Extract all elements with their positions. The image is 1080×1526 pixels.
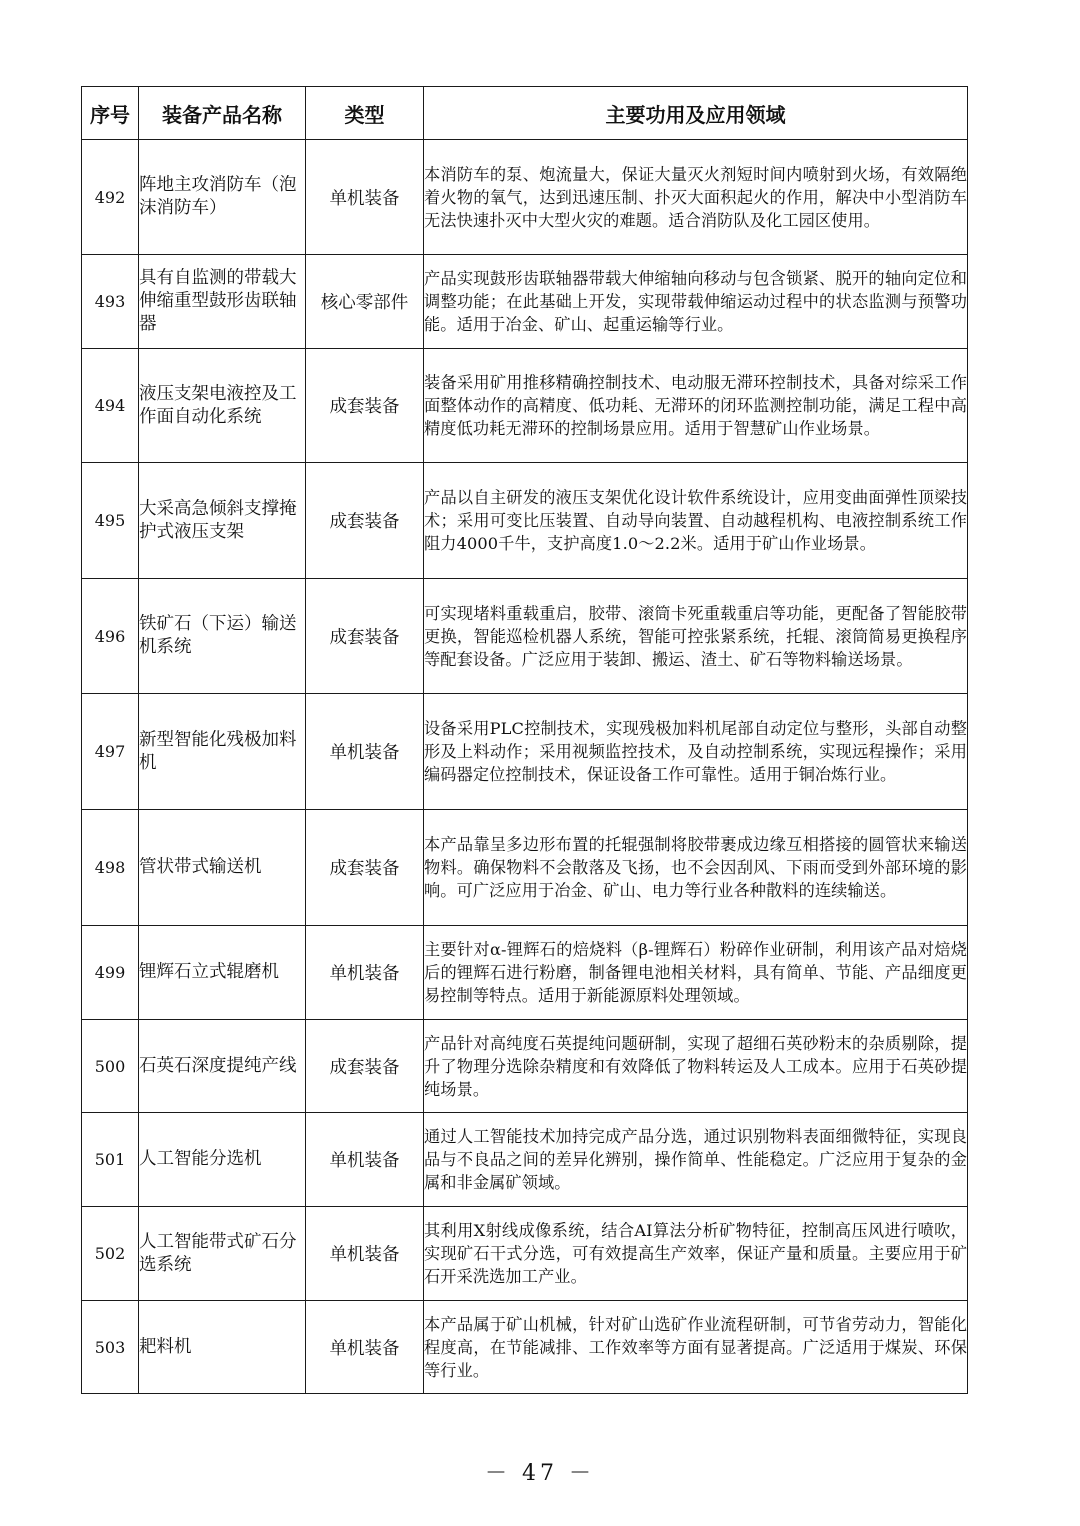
header-no: 序号 [82,87,139,140]
row-number: 496 [82,579,139,694]
header-type: 类型 [306,87,424,140]
product-name: 液压支架电液控及工作面自动化系统 [139,349,306,463]
product-description: 可实现堵料重载重启，胶带、滚筒卡死重载重启等功能，更配备了智能胶带更换，智能巡检机器人系统，智能可控张紧系统，托辊、滚筒简易更换程序等配套设备。广泛应用于装卸、搬运、渣土、矿石等物料输送场景。 [424,579,968,694]
header-row [82,87,968,140]
product-description: 产品针对高纯度石英提纯问题研制，实现了超细石英砂粉末的杂质剔除，提升了物理分选除杂精度和有效降低了物料转运及人工成本。应用于石英砂提纯场景。 [424,1020,968,1113]
product-description: 本消防车的泵、炮流量大，保证大量灭火剂短时间内喷射到火场，有效隔绝着火物的氧气，达到迅速压制、扑灭大面积起火的作用，解决中小型消防车无法快速扑灭中大型火灾的难题。适合消防队及化工园区使用。 [424,140,968,255]
product-description: 主要针对α-锂辉石的焙烧料（β-锂辉石）粉碎作业研制，利用该产品对焙烧后的锂辉石进行粉磨，制备锂电池相关材料，具有简单、节能、产品细度更易控制等特点。适用于新能源原料处理领域。 [424,926,968,1020]
row-number: 499 [82,926,139,1020]
product-name: 锂辉石立式辊磨机 [139,926,306,1020]
row-number: 500 [82,1020,139,1113]
table-row [82,255,968,349]
product-description: 产品以自主研发的液压支架优化设计软件系统设计，应用变曲面弹性顶梁技术；采用可变比压装置、自动导向装置、自动越程机构、电液控制系统工作阻力4000千牛，支护高度1.0～2.2米。适用于矿山作业场景。 [424,463,968,579]
table-row [82,694,968,810]
product-name: 人工智能带式矿石分选系统 [139,1207,306,1301]
row-number: 495 [82,463,139,579]
page-number: － 47 － [485,1461,595,1486]
product-name: 铁矿石（下运）输送机系统 [139,579,306,694]
product-name: 人工智能分选机 [139,1113,306,1207]
row-number: 494 [82,349,139,463]
product-type: 单机装备 [306,1113,424,1207]
product-name: 具有自监测的带载大伸缩重型鼓形齿联轴器 [139,255,306,349]
row-number: 497 [82,694,139,810]
product-type: 单机装备 [306,694,424,810]
table-row [82,926,968,1020]
table-row [82,810,968,926]
product-type: 成套装备 [306,349,424,463]
product-description: 设备采用PLC控制技术，实现残极加料机尾部自动定位与整形，头部自动整形及上料动作；采用视频监控技术，及自动控制系统，实现远程操作；采用编码器定位控制技术，保证设备工作可靠性。适用于铜冶炼行业。 [424,694,968,810]
header-desc: 主要功用及应用领域 [424,87,968,140]
product-type: 成套装备 [306,463,424,579]
row-number: 493 [82,255,139,349]
product-type: 成套装备 [306,810,424,926]
product-type: 单机装备 [306,1207,424,1301]
table-row [82,349,968,463]
product-name: 石英石深度提纯产线 [139,1020,306,1113]
table-row [82,1301,968,1394]
product-name: 管状带式输送机 [139,810,306,926]
product-description: 本产品属于矿山机械，针对矿山选矿作业流程研制，可节省劳动力，智能化程度高，在节能减排、工作效率等方面有显著提高。广泛适用于煤炭、环保等行业。 [424,1301,968,1394]
header-name: 装备产品名称 [139,87,306,140]
product-type: 成套装备 [306,1020,424,1113]
table-row [82,1113,968,1207]
product-name: 耙料机 [139,1301,306,1394]
product-name: 大采高急倾斜支撑掩护式液压支架 [139,463,306,579]
product-description: 通过人工智能技术加持完成产品分选，通过识别物料表面细微特征，实现良品与不良品之间的差异化辨别，操作简单、性能稳定。广泛应用于复杂的金属和非金属矿领域。 [424,1113,968,1207]
table-row [82,1207,968,1301]
row-number: 502 [82,1207,139,1301]
product-name: 新型智能化残极加料机 [139,694,306,810]
row-number: 501 [82,1113,139,1207]
product-type: 单机装备 [306,140,424,255]
table-row [82,463,968,579]
table-row [82,1020,968,1113]
product-type: 单机装备 [306,1301,424,1394]
row-number: 498 [82,810,139,926]
product-description: 本产品靠呈多边形布置的托辊强制将胶带裹成边缘互相搭接的圆管状来输送物料。确保物料不会散落及飞扬，也不会因刮风、下雨而受到外部环境的影响。可广泛应用于冶金、矿山、电力等行业各种散料的连续输送。 [424,810,968,926]
product-type: 单机装备 [306,926,424,1020]
product-type: 核心零部件 [306,255,424,349]
product-description: 其利用X射线成像系统，结合AI算法分析矿物特征，控制高压风进行喷吹，实现矿石干式分选，可有效提高生产效率，保证产量和质量。主要应用于矿石开采洗选加工产业。 [424,1207,968,1301]
row-number: 503 [82,1301,139,1394]
product-name: 阵地主攻消防车（泡沫消防车） [139,140,306,255]
product-description: 装备采用矿用推移精确控制技术、电动服无滞环控制技术，具备对综采工作面整体动作的高精度、低功耗、无滞环的闭环监测控制功能，满足工程中高精度低功耗无滞环的控制场景应用。适用于智慧矿山作业场景。 [424,349,968,463]
product-description: 产品实现鼓形齿联轴器带载大伸缩轴向移动与包含锁紧、脱开的轴向定位和调整功能；在此基础上开发，实现带载伸缩运动过程中的状态监测与预警功能。适用于冶金、矿山、起重运输等行业。 [424,255,968,349]
row-number: 492 [82,140,139,255]
table-row [82,140,968,255]
equipment-table [81,86,968,1394]
table-row [82,579,968,694]
product-type: 成套装备 [306,579,424,694]
